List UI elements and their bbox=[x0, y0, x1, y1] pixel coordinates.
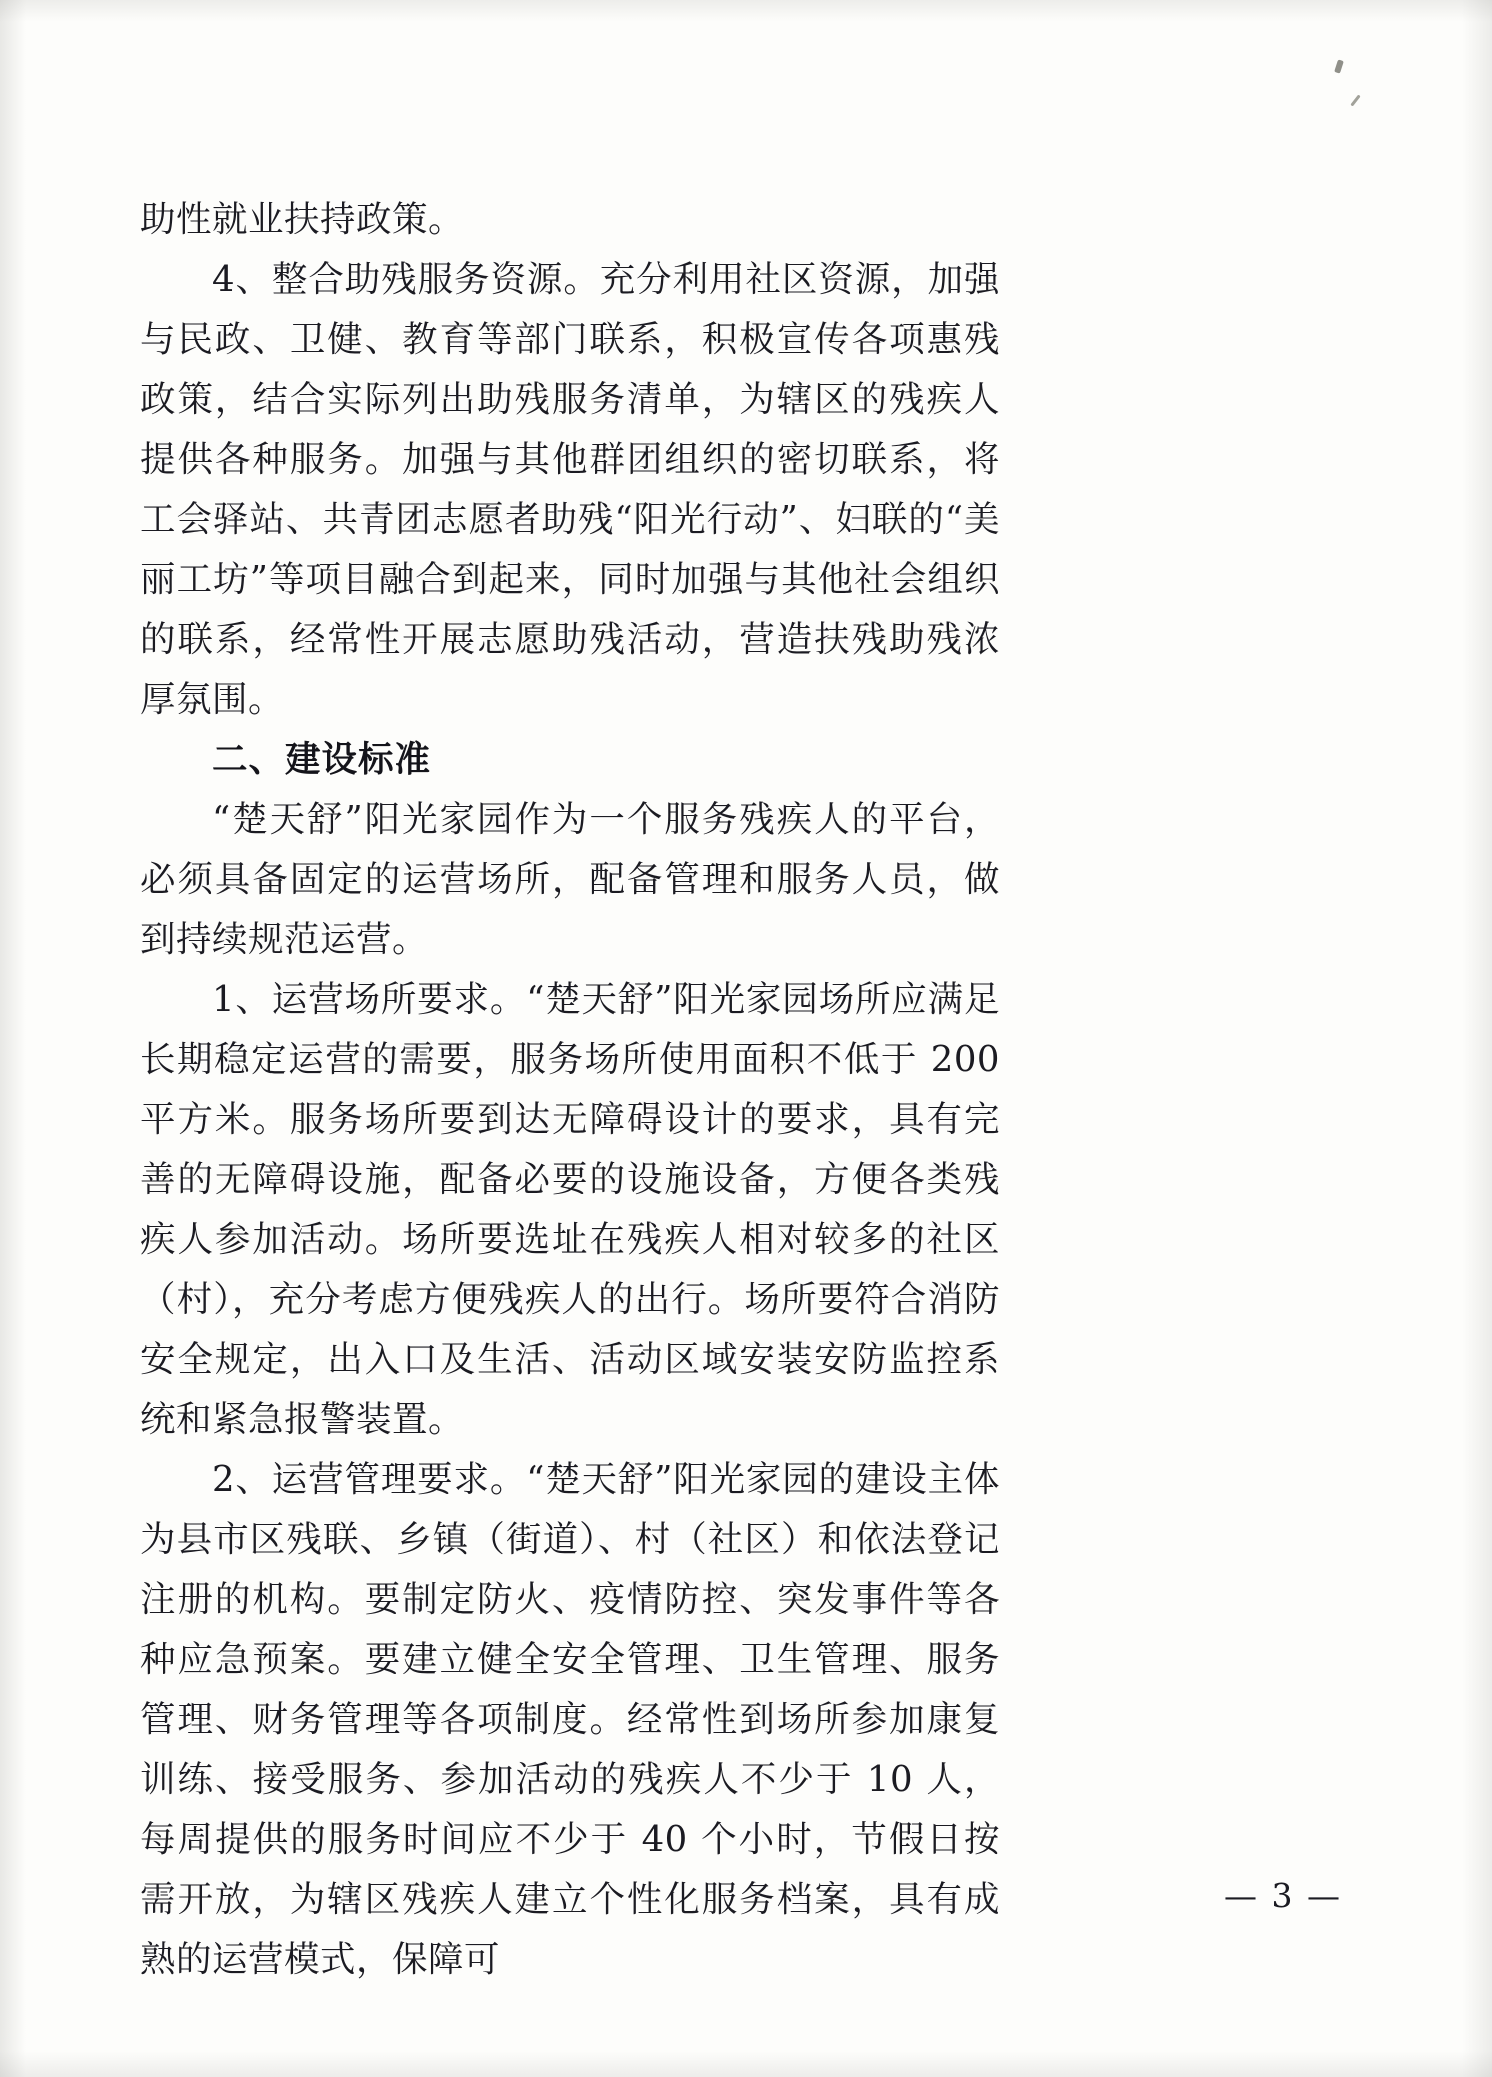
paragraph-section-intro: “楚天舒”阳光家园作为一个服务残疾人的平台，必须具备固定的运营场所，配备管理和服务人员，做到持续规范运营。 bbox=[140, 799, 1000, 960]
page-edge-shadow-left bbox=[0, 0, 26, 2077]
page-number: — 3 — bbox=[1224, 1876, 1342, 1915]
paragraph-item-4: 4、整合助残服务资源。充分利用社区资源，加强与民政、卫健、教育等部门联系，积极宣传各项惠残政策，结合实际列出助残服务清单，为辖区的残疾人提供各种服务。加强与其他群团组织的密切联系，将工会驿站、共青团志愿者助残“阳光行动”、妇联的“美丽工坊”等项目融合到起来，同时加强与其他社会组织的联系，经常性开展志愿助残活动，营造扶残助残浓厚氛围。 bbox=[140, 259, 1000, 720]
scan-artifact-mark-secondary bbox=[1350, 94, 1360, 106]
paragraph-item-2: 2、运营管理要求。“楚天舒”阳光家园的建设主体为县市区残联、乡镇（街道）、村（社区）和依法登记注册的机构。要制定防火、疫情防控、突发事件等各种应急预案。要建立健全安全管理、卫生管理、服务管理、财务管理等各项制度。经常性到场所参加康复训练、接受服务、参加活动的残疾人不少于 10 人，每周提供的服务时间应不少于 40 个小时，节假日按需开放，为辖区残疾人建立个性化服务档案，具有成熟的运营模式，保障可 bbox=[140, 1459, 1000, 1980]
document-body bbox=[140, 190, 1000, 1990]
paragraph-continued: 助性就业扶持政策。 bbox=[140, 199, 465, 240]
page-edge-shadow-bottom bbox=[0, 2051, 1492, 2077]
page-edge-shadow-top bbox=[0, 0, 1492, 22]
paragraph-item-1: 1、运营场所要求。“楚天舒”阳光家园场所应满足长期稳定运营的需要，服务场所使用面积不低于 200 平方米。服务场所要到达无障碍设计的要求，具有完善的无障碍设施，配备必要的设施设备，方便各类残疾人参加活动。场所要选址在残疾人相对较多的社区（村），充分考虑方便残疾人的出行。场所要符合消防安全规定，出入口及生活、活动区域安装安防监控系统和紧急报警装置。 bbox=[140, 979, 1000, 1440]
document-content bbox=[140, 190, 1000, 1990]
page-edge-shadow-right bbox=[1462, 0, 1492, 2077]
scan-artifact-mark bbox=[1334, 59, 1344, 73]
section-heading-construction-standards: 二、建设标准 bbox=[212, 739, 432, 780]
